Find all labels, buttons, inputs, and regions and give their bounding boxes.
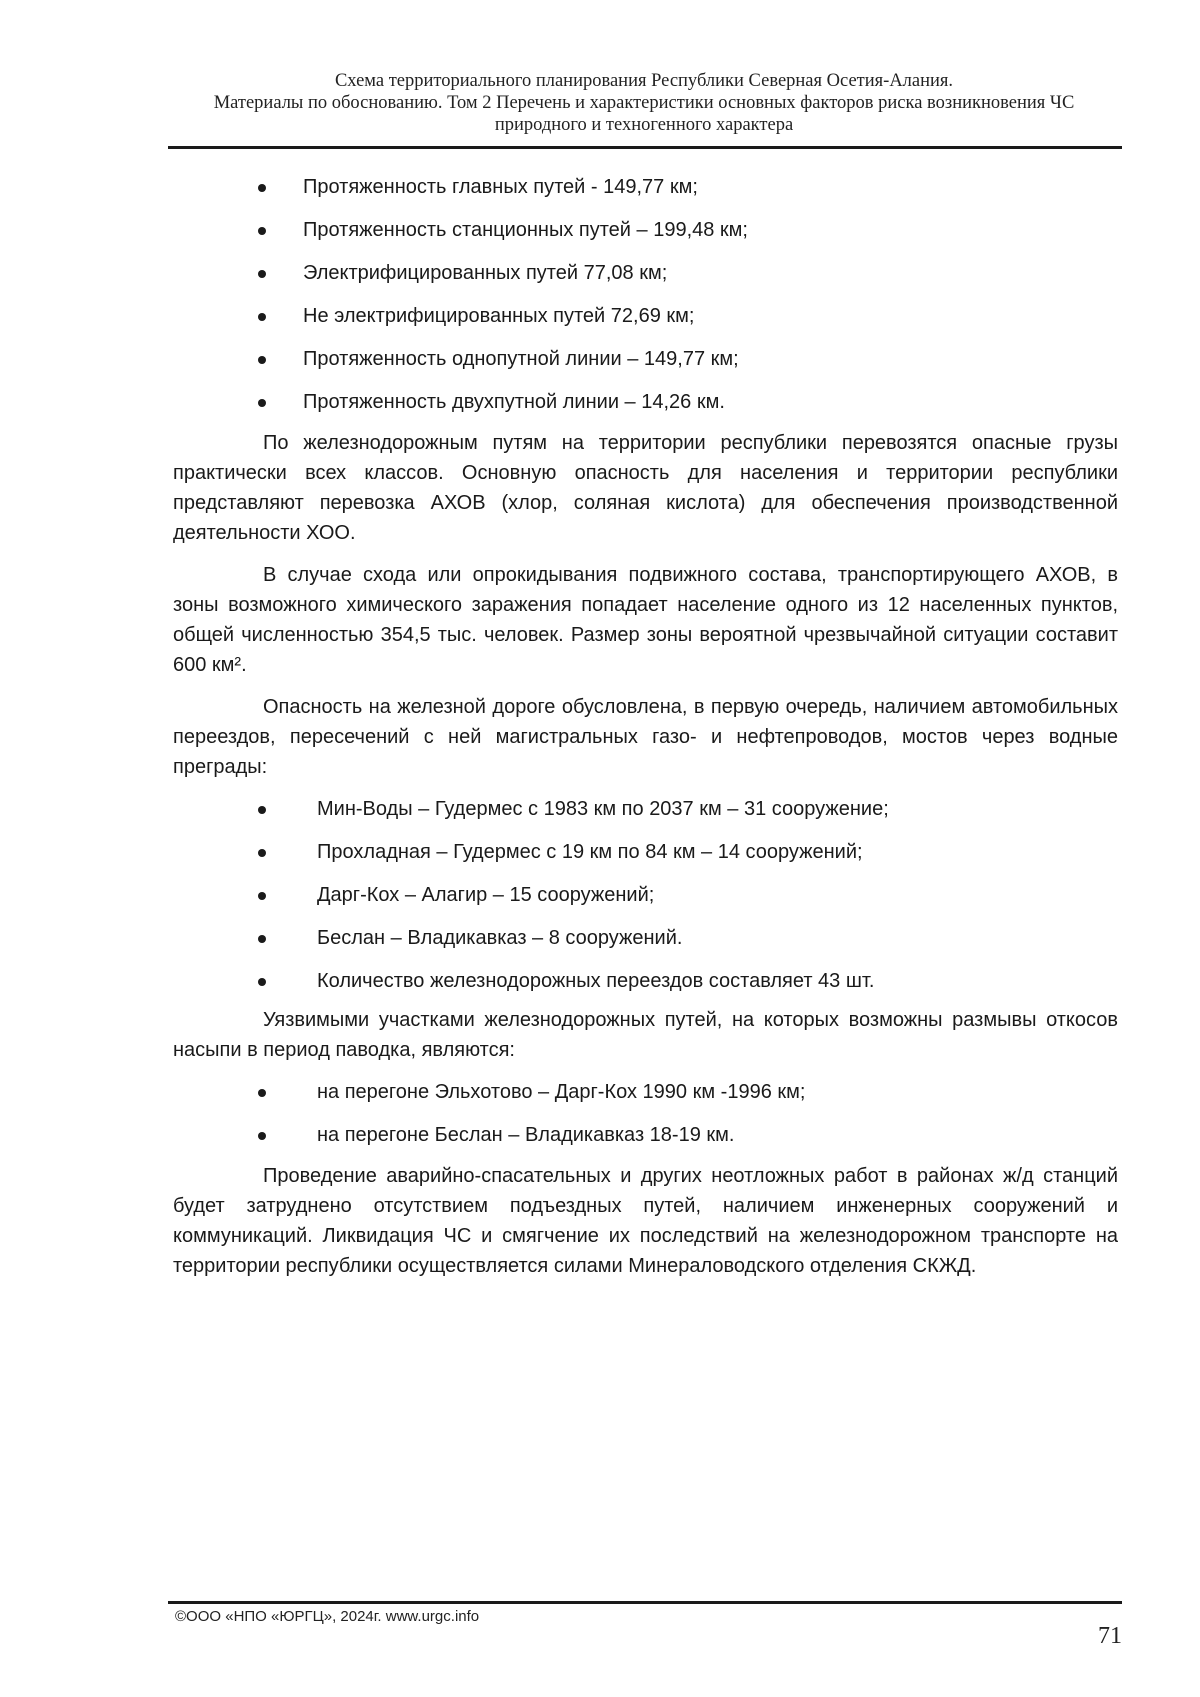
document-body: [173, 172, 1118, 1293]
list-item-text: Протяженность главных путей - 149,77 км;: [303, 176, 698, 198]
bullet-icon: [258, 313, 266, 321]
paragraph-vulnerable: Уязвимыми участками железнодорожных путей, на которых возможны размывы откосов насыпи в период паводка, являются:: [173, 1009, 1118, 1061]
bullet-icon: [258, 978, 266, 986]
list-item-text: Прохладная – Гудермес с 19 км по 84 км – 14 сооружений;: [317, 841, 863, 863]
list-item-text: Протяженность однопутной линии – 149,77 км;: [303, 348, 739, 370]
list-item-text: Не электрифицированных путей 72,69 км;: [303, 305, 695, 327]
list-item: [173, 344, 1118, 387]
bullet-icon: [258, 227, 266, 235]
list-item-text: Беслан – Владикавказ – 8 сооружений.: [317, 927, 683, 949]
list-item: [173, 258, 1118, 301]
bullet-icon: [258, 935, 266, 943]
bullet-icon: [258, 184, 266, 192]
list-item: [173, 837, 1118, 880]
bullet-icon: [258, 356, 266, 364]
list-item: [173, 880, 1118, 923]
bullet-icon: [258, 1132, 266, 1140]
list-item-text: на перегоне Эльхотово – Дарг-Кох 1990 км -1996 км;: [317, 1081, 806, 1103]
list-item: [173, 1077, 1118, 1120]
list-item: [173, 172, 1118, 215]
vulnerable-sections-list: [173, 1077, 1118, 1163]
paragraph-derailment: В случае схода или опрокидывания подвижного состава, транспортирующего АХОВ, в зоны возможного химического заражения попадает население одного из 12 населенных пунктов, общей численностью 354,5 тыс. человек. Размер зоны вероятной чрезвычайной ситуации составит 600 км².: [173, 564, 1118, 676]
page-number: 71: [1098, 1623, 1122, 1649]
footer-copyright: ©ООО «НПО «ЮРГЦ», 2024г. www.urgc.info: [175, 1608, 480, 1625]
list-item: [173, 215, 1118, 258]
list-item-text: Дарг-Кох – Алагир – 15 сооружений;: [317, 884, 655, 906]
structures-list: [173, 794, 1118, 1009]
list-item: [173, 1120, 1118, 1163]
footer-divider: [168, 1601, 1122, 1604]
bullet-icon: [258, 892, 266, 900]
bullet-icon: [258, 1089, 266, 1097]
header-divider: [168, 146, 1122, 149]
list-item-text: Протяженность двухпутной линии – 14,26 км.: [303, 391, 725, 413]
bullet-icon: [258, 270, 266, 278]
list-item: [173, 966, 1118, 1009]
page-header: [168, 70, 1120, 136]
list-item: [173, 923, 1118, 966]
bullet-icon: [258, 806, 266, 814]
list-item-text: на перегоне Беслан – Владикавказ 18-19 км.: [317, 1124, 735, 1146]
bullet-icon: [258, 399, 266, 407]
list-item: [173, 794, 1118, 837]
header-line-2: Материалы по обоснованию. Том 2 Перечень и характеристики основных факторов риска возникновения ЧС: [213, 93, 1075, 113]
bullet-icon: [258, 849, 266, 857]
list-item-text: Электрифицированных путей 77,08 км;: [303, 262, 668, 284]
list-item-text: Мин-Воды – Гудермес с 1983 км по 2037 км – 31 сооружение;: [317, 798, 889, 820]
track-stats-list: [173, 172, 1118, 430]
list-item: [173, 301, 1118, 344]
list-item-text: Протяженность станционных путей – 199,48 км;: [303, 219, 748, 241]
paragraph-hazardous-cargo: По железнодорожным путям на территории республики перевозятся опасные грузы практически всех классов. Основную опасность для населения и территории республики представляют перевозка АХОВ (хлор, соляная кислота) для обеспечения производственной деятельности ХОО.: [173, 432, 1118, 544]
header-line-3: природного и техногенного характера: [494, 115, 794, 135]
header-line-1: Схема территориального планирования Республики Северная Осетия-Алания.: [334, 71, 954, 91]
paragraph-rescue-works: Проведение аварийно-спасательных и других неотложных работ в районах ж/д станций будет затруднено отсутствием подъездных путей, наличием инженерных сооружений и коммуникаций. Ликвидация ЧС и смягчение их последствий на железнодорожном транспорте на территории республики осуществляется силами Минераловодского отделения СКЖД.: [173, 1165, 1118, 1277]
paragraph-crossings: Опасность на железной дороге обусловлена, в первую очередь, наличием автомобильных переездов, пересечений с ней магистральных газо- и нефтепроводов, мостов через водные преграды:: [173, 696, 1118, 778]
list-item-text: Количество железнодорожных переездов составляет 43 шт.: [317, 970, 875, 992]
list-item: [173, 387, 1118, 430]
